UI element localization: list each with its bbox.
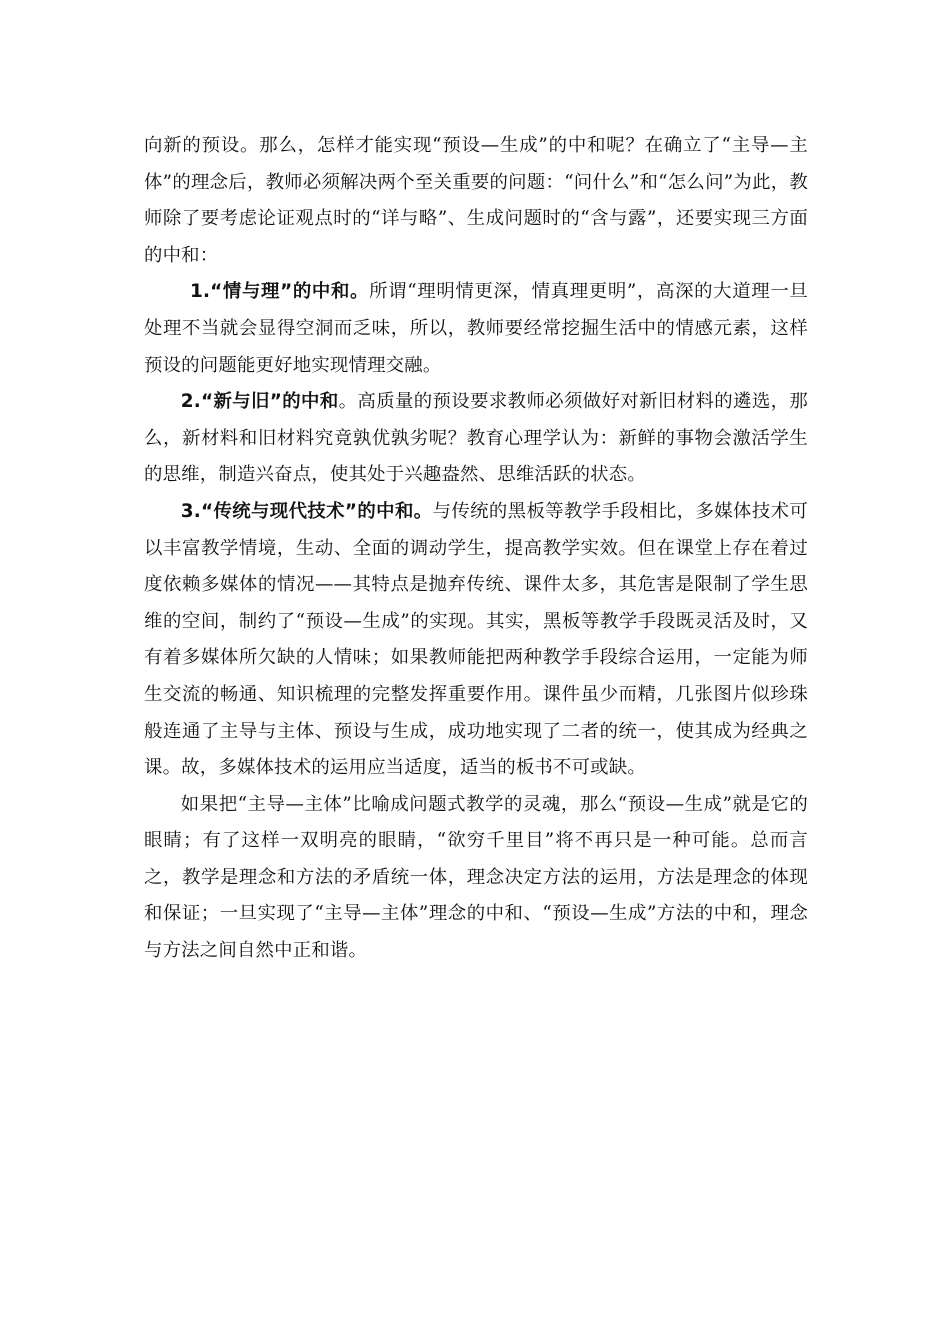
document-body <box>144 128 808 970</box>
point-2-body: 。高质量的预设要求教师必须做好对新旧材料的遴选，那么，新材料和旧材料究竟孰优孰劣呢？教育心理学认为：新鲜的事物会激活学生的思维，制造兴奋点，使其处于兴趣盎然、思维活跃的状态。 <box>144 391 808 486</box>
point-1-paragraph <box>144 274 808 384</box>
point-2-paragraph <box>144 384 808 494</box>
point-3-body: 与传统的黑板等教学手段相比，多媒体技术可以丰富教学情境，生动、全面的调动学生，提高教学实效。但在课堂上存在着过度依赖多媒体的情况——其特点是抛弃传统、课件太多，其危害是限制了学生思维的空间，制约了“预设—生成”的实现。其实，黑板等教学手段既灵活及时，又有着多媒体所欠缺的人情味；如果教师能把两种教学手段综合运用，一定能为师生交流的畅通、知识梳理的完整发挥重要作用。课件虽少而精，几张图片似珍珠般连通了主导与主体、预设与生成，成功地实现了二者的统一，使其成为经典之课。故，多媒体技术的运用应当适度，适当的板书不可或缺。 <box>144 500 808 779</box>
point-1-heading: 1.“情与理”的中和。 <box>190 281 370 303</box>
point-1-body: 所谓“理明情更深，情真理更明”，高深的大道理一旦处理不当就会显得空洞而乏味，所以，教师要经常挖掘生活中的情感元素，这样预设的问题能更好地实现情理交融。 <box>144 281 808 376</box>
point-2-heading: 2.“新与旧”的中和 <box>180 391 339 413</box>
conclusion-paragraph: 如果把“主导—主体”比喻成问题式教学的灵魂，那么“预设—生成”就是它的眼睛；有了这样一双明亮的眼睛，“欲穷千里目”将不再只是一种可能。总而言之，教学是理念和方法的矛盾统一体，理念决定方法的运用，方法是理念的体现和保证；一旦实现了“主导—主体”理念的中和、“预设—生成”方法的中和，理念与方法之间自然中正和谐。 <box>144 793 808 962</box>
point-3-heading: 3.“传统与现代技术”的中和。 <box>180 500 433 522</box>
point-3-paragraph <box>144 494 808 787</box>
intro-paragraph: 向新的预设。那么，怎样才能实现“预设—生成”的中和呢？在确立了“主导—主体”的理念后，教师必须解决两个至关重要的问题：“问什么”和“怎么问”为此，教师除了要考虑论证观点时的“详与略”、生成问题时的“含与露”，还要实现三方面的中和： <box>144 135 808 266</box>
